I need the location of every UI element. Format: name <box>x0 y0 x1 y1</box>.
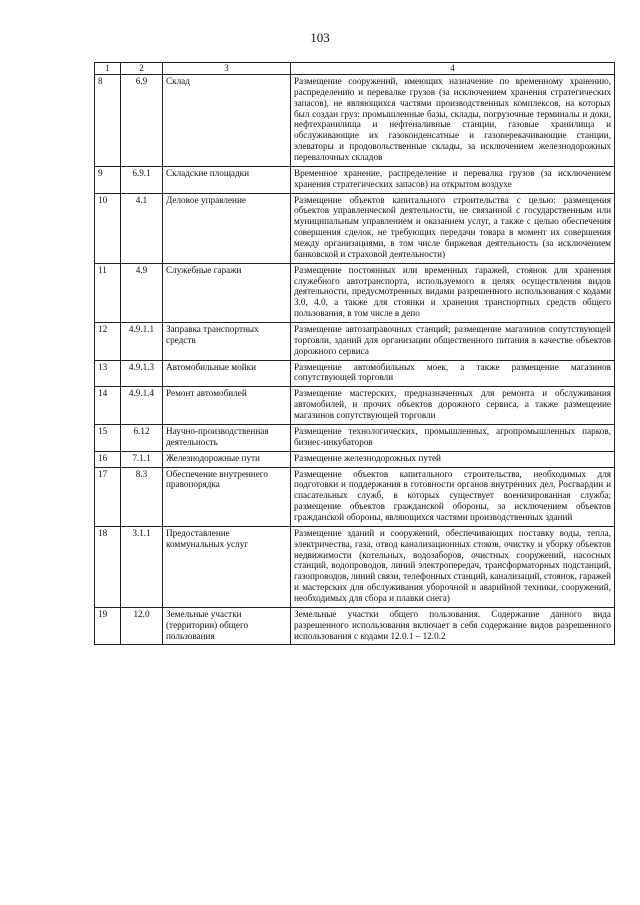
row-code: 4.9.1.3 <box>121 360 163 387</box>
row-name: Заправка транспортных средств <box>163 323 291 361</box>
row-description: Размещение мастерских, предназначенных для ремонта и обслуживания автомобилей, и прочих объектов дорожного сервиса, а также размещение магазинов сопутствующей торговли <box>291 387 615 425</box>
row-description: Размещение автомобильных моек, а также размещение магазинов сопутствующей торговли <box>291 360 615 387</box>
header-col-4: 4 <box>291 63 615 75</box>
table-row <box>95 526 615 607</box>
row-number: 11 <box>95 263 121 322</box>
row-code: 4.9.1.1 <box>121 323 163 361</box>
row-number: 8 <box>95 75 121 167</box>
row-description: Размещение технологических, промышленных, агропромышленных парков, бизнес-инкубаторов <box>291 424 615 451</box>
table-header-row <box>95 63 615 75</box>
page-number: 103 <box>310 30 330 45</box>
row-description: Размещение зданий и сооружений, обеспечивающих поставку воды, тепла, электричества, газа, отвод канализационных стоков, очистку и уборку объектов недвижимости (котельных, водозаборов, очистных сооружений, насосных станций, водопроводов, линий электропередач, трансформаторных подстанций, газопроводов, линий связи, телефонных станций, канализаций, стоянок, гаражей и мастерских для обслуживания уборочной и аварийной техники, сооружений, необходимых для сбора и плавки снега) <box>291 526 615 607</box>
row-number: 16 <box>95 451 121 467</box>
row-description: Размещение постоянных или временных гаражей, стоянок для хранения служебного автотранспорта, используемого в целях осуществления видов деятельности, предусмотренных видами разрешенного использования с кодами 3.0, 4.0, а также для стоянки и хранения транспортных средств общего пользования, в том числе в депо <box>291 263 615 322</box>
row-description: Размещение объектов капитального строительства, необходимых для подготовки и поддержания в готовности органов внутренних дел, Росгвардии и спасательных служб, в которых существует военизированная служба; размещение объектов гражданской обороны, за исключением объектов гражданской обороны, являющихся частями производственных зданий <box>291 467 615 526</box>
row-number: 18 <box>95 526 121 607</box>
row-code: 4.9.1.4 <box>121 387 163 425</box>
row-name: Научно-производственная деятельность <box>163 424 291 451</box>
row-number: 15 <box>95 424 121 451</box>
row-code: 7.1.1 <box>121 451 163 467</box>
table-row <box>95 387 615 425</box>
row-code: 12.0 <box>121 607 163 645</box>
row-number: 13 <box>95 360 121 387</box>
row-name: Складские площадки <box>163 166 291 193</box>
table-row <box>95 607 615 645</box>
row-code: 6.9.1 <box>121 166 163 193</box>
row-name: Автомобильные мойки <box>163 360 291 387</box>
row-name: Служебные гаражи <box>163 263 291 322</box>
header-col-2: 2 <box>121 63 163 75</box>
row-description: Размещение сооружений, имеющих назначение по временному хранению, распределению и перевалке грузов (за исключением хранения стратегических запасов), не являющихся частями производственных комплексов, на которых был создан груз: промышленные базы, склады, погрузочные терминалы и доки, нефтехранилища и нефтеналивные станции, газовые хранилища и обслуживающие их газоконденсатные и газоперекачивающие станции, элеваторы и продовольственные склады, за исключением железнодорожных перевалочных складов <box>291 75 615 167</box>
header-col-3: 3 <box>163 63 291 75</box>
row-code: 6.12 <box>121 424 163 451</box>
row-name: Склад <box>163 75 291 167</box>
row-number: 10 <box>95 193 121 263</box>
table-row <box>95 166 615 193</box>
row-code: 4.9 <box>121 263 163 322</box>
row-number: 12 <box>95 323 121 361</box>
table-row <box>95 424 615 451</box>
row-number: 17 <box>95 467 121 526</box>
table-row <box>95 467 615 526</box>
row-code: 6.9 <box>121 75 163 167</box>
row-name: Обеспечение внутреннего правопорядка <box>163 467 291 526</box>
row-name: Ремонт автомобилей <box>163 387 291 425</box>
row-description: Размещение автозаправочных станций; размещение магазинов сопутствующей торговли, зданий для организации общественного питания в качестве объектов дорожного сервиса <box>291 323 615 361</box>
row-code: 4.1 <box>121 193 163 263</box>
row-description: Размещение объектов капитального строительства с целью: размещения объектов управленческой деятельности, не связанной с государственным или муниципальным управлением и оказанием услуг, а также с целью обеспечения совершения сделок, не требующих передачи товара в момент их совершения между организациями, в том числе биржевая деятельность (за исключением банковской и страховой деятельности) <box>291 193 615 263</box>
row-name: Деловое управление <box>163 193 291 263</box>
row-name: Земельные участки (территории) общего пользования <box>163 607 291 645</box>
row-name: Железнодорожные пути <box>163 451 291 467</box>
table-row <box>95 323 615 361</box>
row-number: 14 <box>95 387 121 425</box>
row-code: 8.3 <box>121 467 163 526</box>
row-number: 9 <box>95 166 121 193</box>
row-name: Предоставление коммунальных услуг <box>163 526 291 607</box>
row-description: Временное хранение, распределение и перевалка грузов (за исключением хранения стратегических запасов) на открытом воздухе <box>291 166 615 193</box>
row-code: 3.1.1 <box>121 526 163 607</box>
row-description: Земельные участки общего пользования. Содержание данного вида разрешенного использования включает в себя содержание видов разрешенного использования с кодами 12.0.1 – 12.0.2 <box>291 607 615 645</box>
table-row <box>95 75 615 167</box>
land-use-table <box>94 62 615 645</box>
table-row <box>95 451 615 467</box>
header-col-1: 1 <box>95 63 121 75</box>
table-row <box>95 193 615 263</box>
row-description: Размещение железнодорожных путей <box>291 451 615 467</box>
table-row <box>95 263 615 322</box>
table-row <box>95 360 615 387</box>
row-number: 19 <box>95 607 121 645</box>
